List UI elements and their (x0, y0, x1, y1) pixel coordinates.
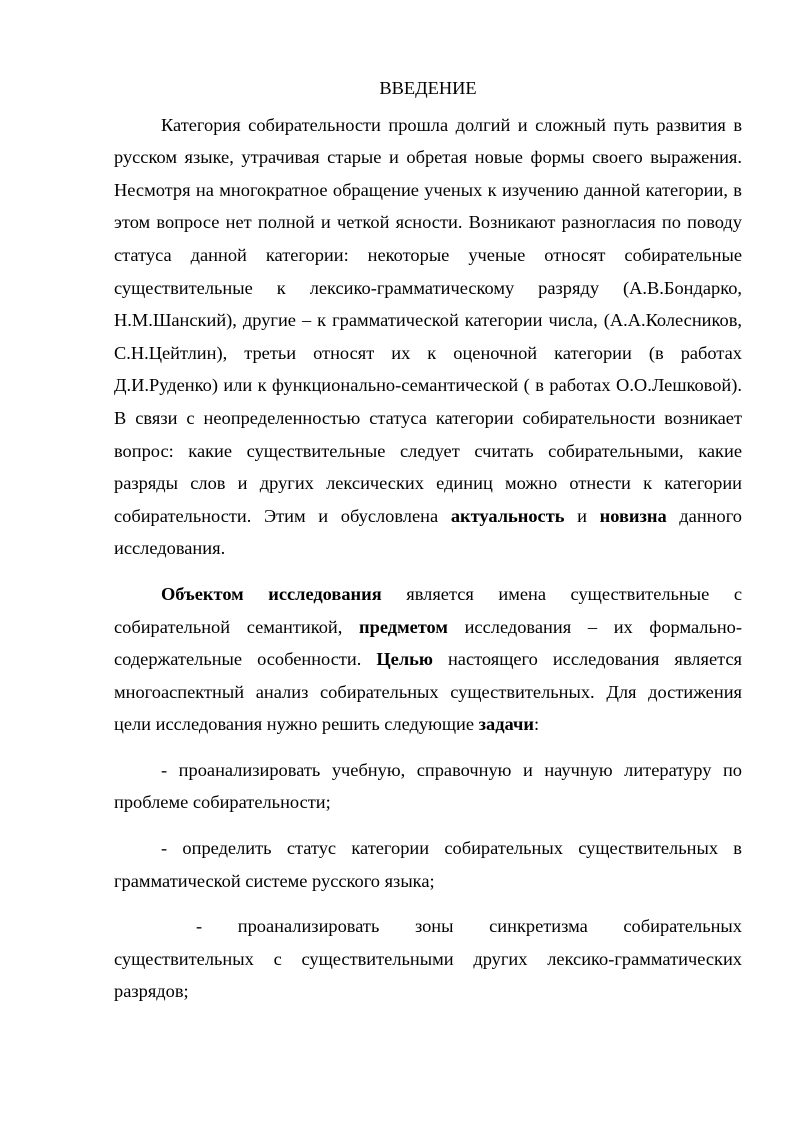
intro-paragraph (114, 109, 742, 565)
intro-text-2: и (564, 505, 600, 526)
intro-text-1: Категория собирательности прошла долгий и сложный путь развития в русском языке, утрачивая старые и обретая новые формы своего выражения. Несмотря на многократное обращение ученых к изучению данной категории, в этом вопросе нет полной и четкой ясности. Возникают разногласия по поводу статуса данной категории: некоторые ученые относят собирательные существительные к лексико-грамматическому разряду (А.В.Бондарко, Н.М.Шанский), другие – к грамматической категории числа, (А.А.Колесников, С.Н.Цейтлин), третьи относят их к оценочной категории (в работах Д.И.Руденко) или к функционально-семантической ( в работах О.О.Лешковой). В связи с неопределенностью статуса категории собирательности возникает вопрос: какие существительные следует считать собирательными, какие разряды слов и других лексических единиц можно отнести к категории собирательности. Этим и обусловлена (114, 114, 742, 526)
keyword-subject: предметом (359, 616, 448, 637)
object-paragraph (114, 578, 742, 741)
task-item: - проанализировать зоны синкретизма собирательных существительных с существительными других лексико-грамматических разрядов; (114, 916, 742, 1002)
keyword-object: Объектом исследования (161, 583, 382, 604)
keyword-tasks: задачи (478, 714, 534, 735)
object-text-1: является имена существительные с собирательной семантикой, (114, 583, 742, 637)
object-text-2: исследования – их формально-содержательные особенности. (114, 616, 743, 670)
keyword-novelty: новизна (599, 505, 667, 526)
section-title: ВВЕДЕНИЕ (379, 78, 477, 98)
keyword-relevance: актуальность (450, 505, 565, 526)
task-item: - определить статус категории собирательных существительных в грамматической системе русского языка; (114, 838, 742, 891)
document-page (114, 72, 742, 1008)
intro-text-3: данного исследования. (114, 505, 742, 559)
keyword-goal: Целью (376, 649, 433, 670)
task-item: - проанализировать учебную, справочную и научную литературу по проблеме собирательности; (114, 759, 742, 813)
object-text-4: : (533, 714, 540, 735)
object-text-3: настоящего исследования является многоаспектный анализ собирательных существительных. Для достижения цели исследования нужно решить следующие (114, 649, 742, 735)
